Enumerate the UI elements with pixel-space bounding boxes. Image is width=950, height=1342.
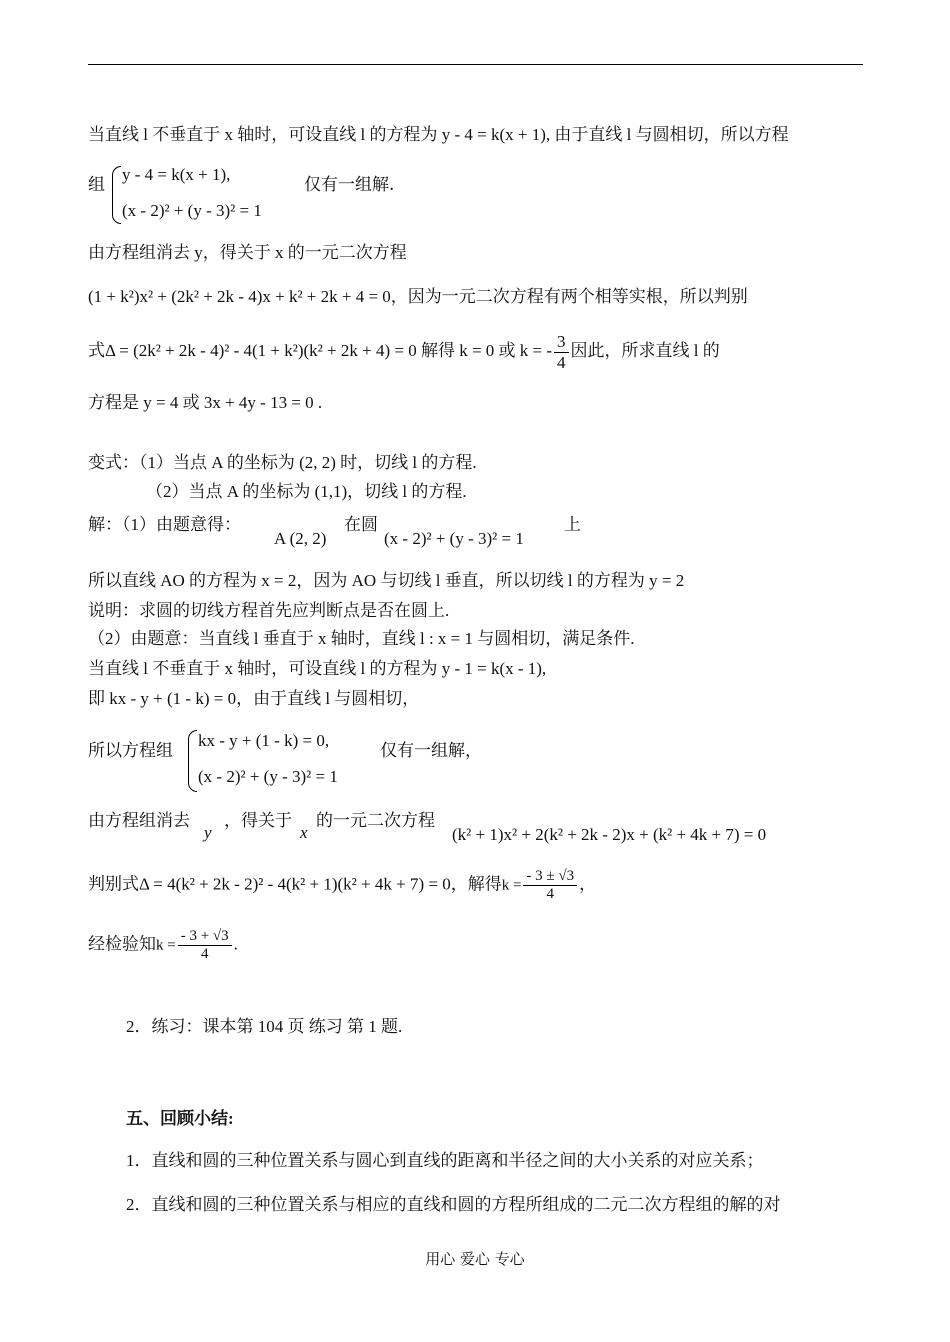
system1-suffix: 仅有一组解. xyxy=(304,175,395,195)
text-line-6: 方程是 y = 4 或 3x + 4y - 13 = 0 . xyxy=(88,393,323,412)
line16-var-x: x xyxy=(300,823,308,842)
system1-eq2: (x - 2)² + (y - 3)² = 1 xyxy=(122,201,262,220)
exercise-line: 2．练习：课本第 104 页 练习 第 1 题. xyxy=(126,1017,403,1036)
fraction-numerator: 3 xyxy=(554,332,569,353)
text-line-14: 即 kx - y + (1 - k) = 0，由于直线 l 与圆相切， xyxy=(88,689,420,708)
line9-circle-eq: (x - 2)² + (y - 3)² = 1 xyxy=(384,529,524,548)
line16-part-c: ，得关于 xyxy=(224,811,292,830)
line5-tail: 因此，所求直线 l 的 xyxy=(570,340,720,360)
fraction-denominator: 4 xyxy=(557,352,566,372)
system2-prefix: 所以方程组 xyxy=(88,741,173,760)
text-line-1: 当直线 l 不垂直于 x 轴时，可设直线 l 的方程为 y - 4 = k(x + 1), 由于直线 l 与圆相切，所以方程 xyxy=(88,125,789,144)
fraction-denominator: 4 xyxy=(200,946,209,963)
text-line-17 xyxy=(88,868,596,920)
text-line-18 xyxy=(88,928,238,980)
line16-quadratic: (k² + 1)x² + 2(k² + 2k - 2)x + (k² + 4k + 7) = 0 xyxy=(452,825,767,844)
line17-discriminant: 判别式Δ = 4(k² + 2k - 2)² - 4(k² + 1)(k² + 4k + 7) = 0，解得 xyxy=(88,874,502,894)
line9-solution-label: 解：（1）由题意得： xyxy=(88,515,241,534)
text-line-10: 所以直线 AO 的方程为 x = 2，因为 AO 与切线 l 垂直，所以切线 l 的方程为 y = 2 xyxy=(88,571,685,590)
line18-verified: 经检验知 xyxy=(88,934,156,954)
fraction-numerator: - 3 ± √3 xyxy=(523,868,577,886)
fraction-numerator: - 3 + √3 xyxy=(178,928,232,946)
text-line-4: (1 + k²)x² + (2k² + 2k - 4)x + k² + 2k + 4 = 0，因为一元二次方程有两个相等实根，所以判别 xyxy=(88,287,748,306)
section-title-summary: 五、回顾小结: xyxy=(126,1109,234,1128)
line5-discriminant: 式Δ = (2k² + 2k - 4)² - 4(1 + k²)(k² + 2k + 4) = 0 解得 k = 0 或 k = - xyxy=(88,340,553,360)
line17-k: k = xyxy=(501,877,522,894)
system2-suffix: 仅有一组解， xyxy=(380,741,482,760)
line9-point: A (2, 2) xyxy=(274,529,327,548)
line9-on: 上 xyxy=(564,515,581,534)
line17-end: ， xyxy=(579,874,597,894)
text-line-3: 由方程组消去 y，得关于 x 的一元二次方程 xyxy=(88,243,407,262)
system2-eq1: kx - y + (1 - k) = 0, xyxy=(198,731,330,750)
text-line-7: 变式：（1）当点 A 的坐标为 (2, 2) 时，切线 l 的方程. xyxy=(88,453,477,472)
header-rule xyxy=(88,64,863,65)
text-line-11: 说明：求圆的切线方程首先应判断点是否在圆上. xyxy=(88,601,450,620)
summary-item-1: 1．直线和圆的三种位置关系与圆心到直线的距离和半径之间的大小关系的对应关系； xyxy=(126,1151,764,1170)
line18-end: . xyxy=(233,934,238,954)
text-line-13: 当直线 l 不垂直于 x 轴时，可设直线 l 的方程为 y - 1 = k(x - 1), xyxy=(88,659,547,678)
left-brace xyxy=(112,166,121,224)
line16-part-e: 的一元二次方程 xyxy=(316,811,435,830)
summary-item-2: 2．直线和圆的三种位置关系与相应的直线和圆的方程所组成的二元二次方程组的解的对 xyxy=(126,1195,781,1214)
line16-part-a: 由方程组消去 xyxy=(88,811,190,830)
system2-eq2: (x - 2)² + (y - 3)² = 1 xyxy=(198,767,338,786)
label-zu: 组 xyxy=(88,175,105,195)
text-line-12: （2）由题意：当直线 l 垂直于 x 轴时，直线 l : x = 1 与圆相切，满足条件. xyxy=(88,629,635,648)
text-line-5 xyxy=(88,332,720,382)
fraction-k-solution xyxy=(523,868,577,904)
line16-var-y: y xyxy=(204,823,212,842)
line9-in-circle: 在圆 xyxy=(344,515,378,534)
fraction-denominator: 4 xyxy=(546,886,555,903)
page-footer: 用心 爱心 专心 xyxy=(425,1250,525,1268)
system1-eq1: y - 4 = k(x + 1), xyxy=(122,165,231,184)
left-brace xyxy=(188,730,197,792)
text-line-8: （2）当点 A 的坐标为 (1,1)，切线 l 的方程. xyxy=(146,482,467,501)
line18-k: k = xyxy=(156,937,176,954)
fraction-three-quarters xyxy=(554,332,569,372)
fraction-k-verified xyxy=(178,928,232,964)
